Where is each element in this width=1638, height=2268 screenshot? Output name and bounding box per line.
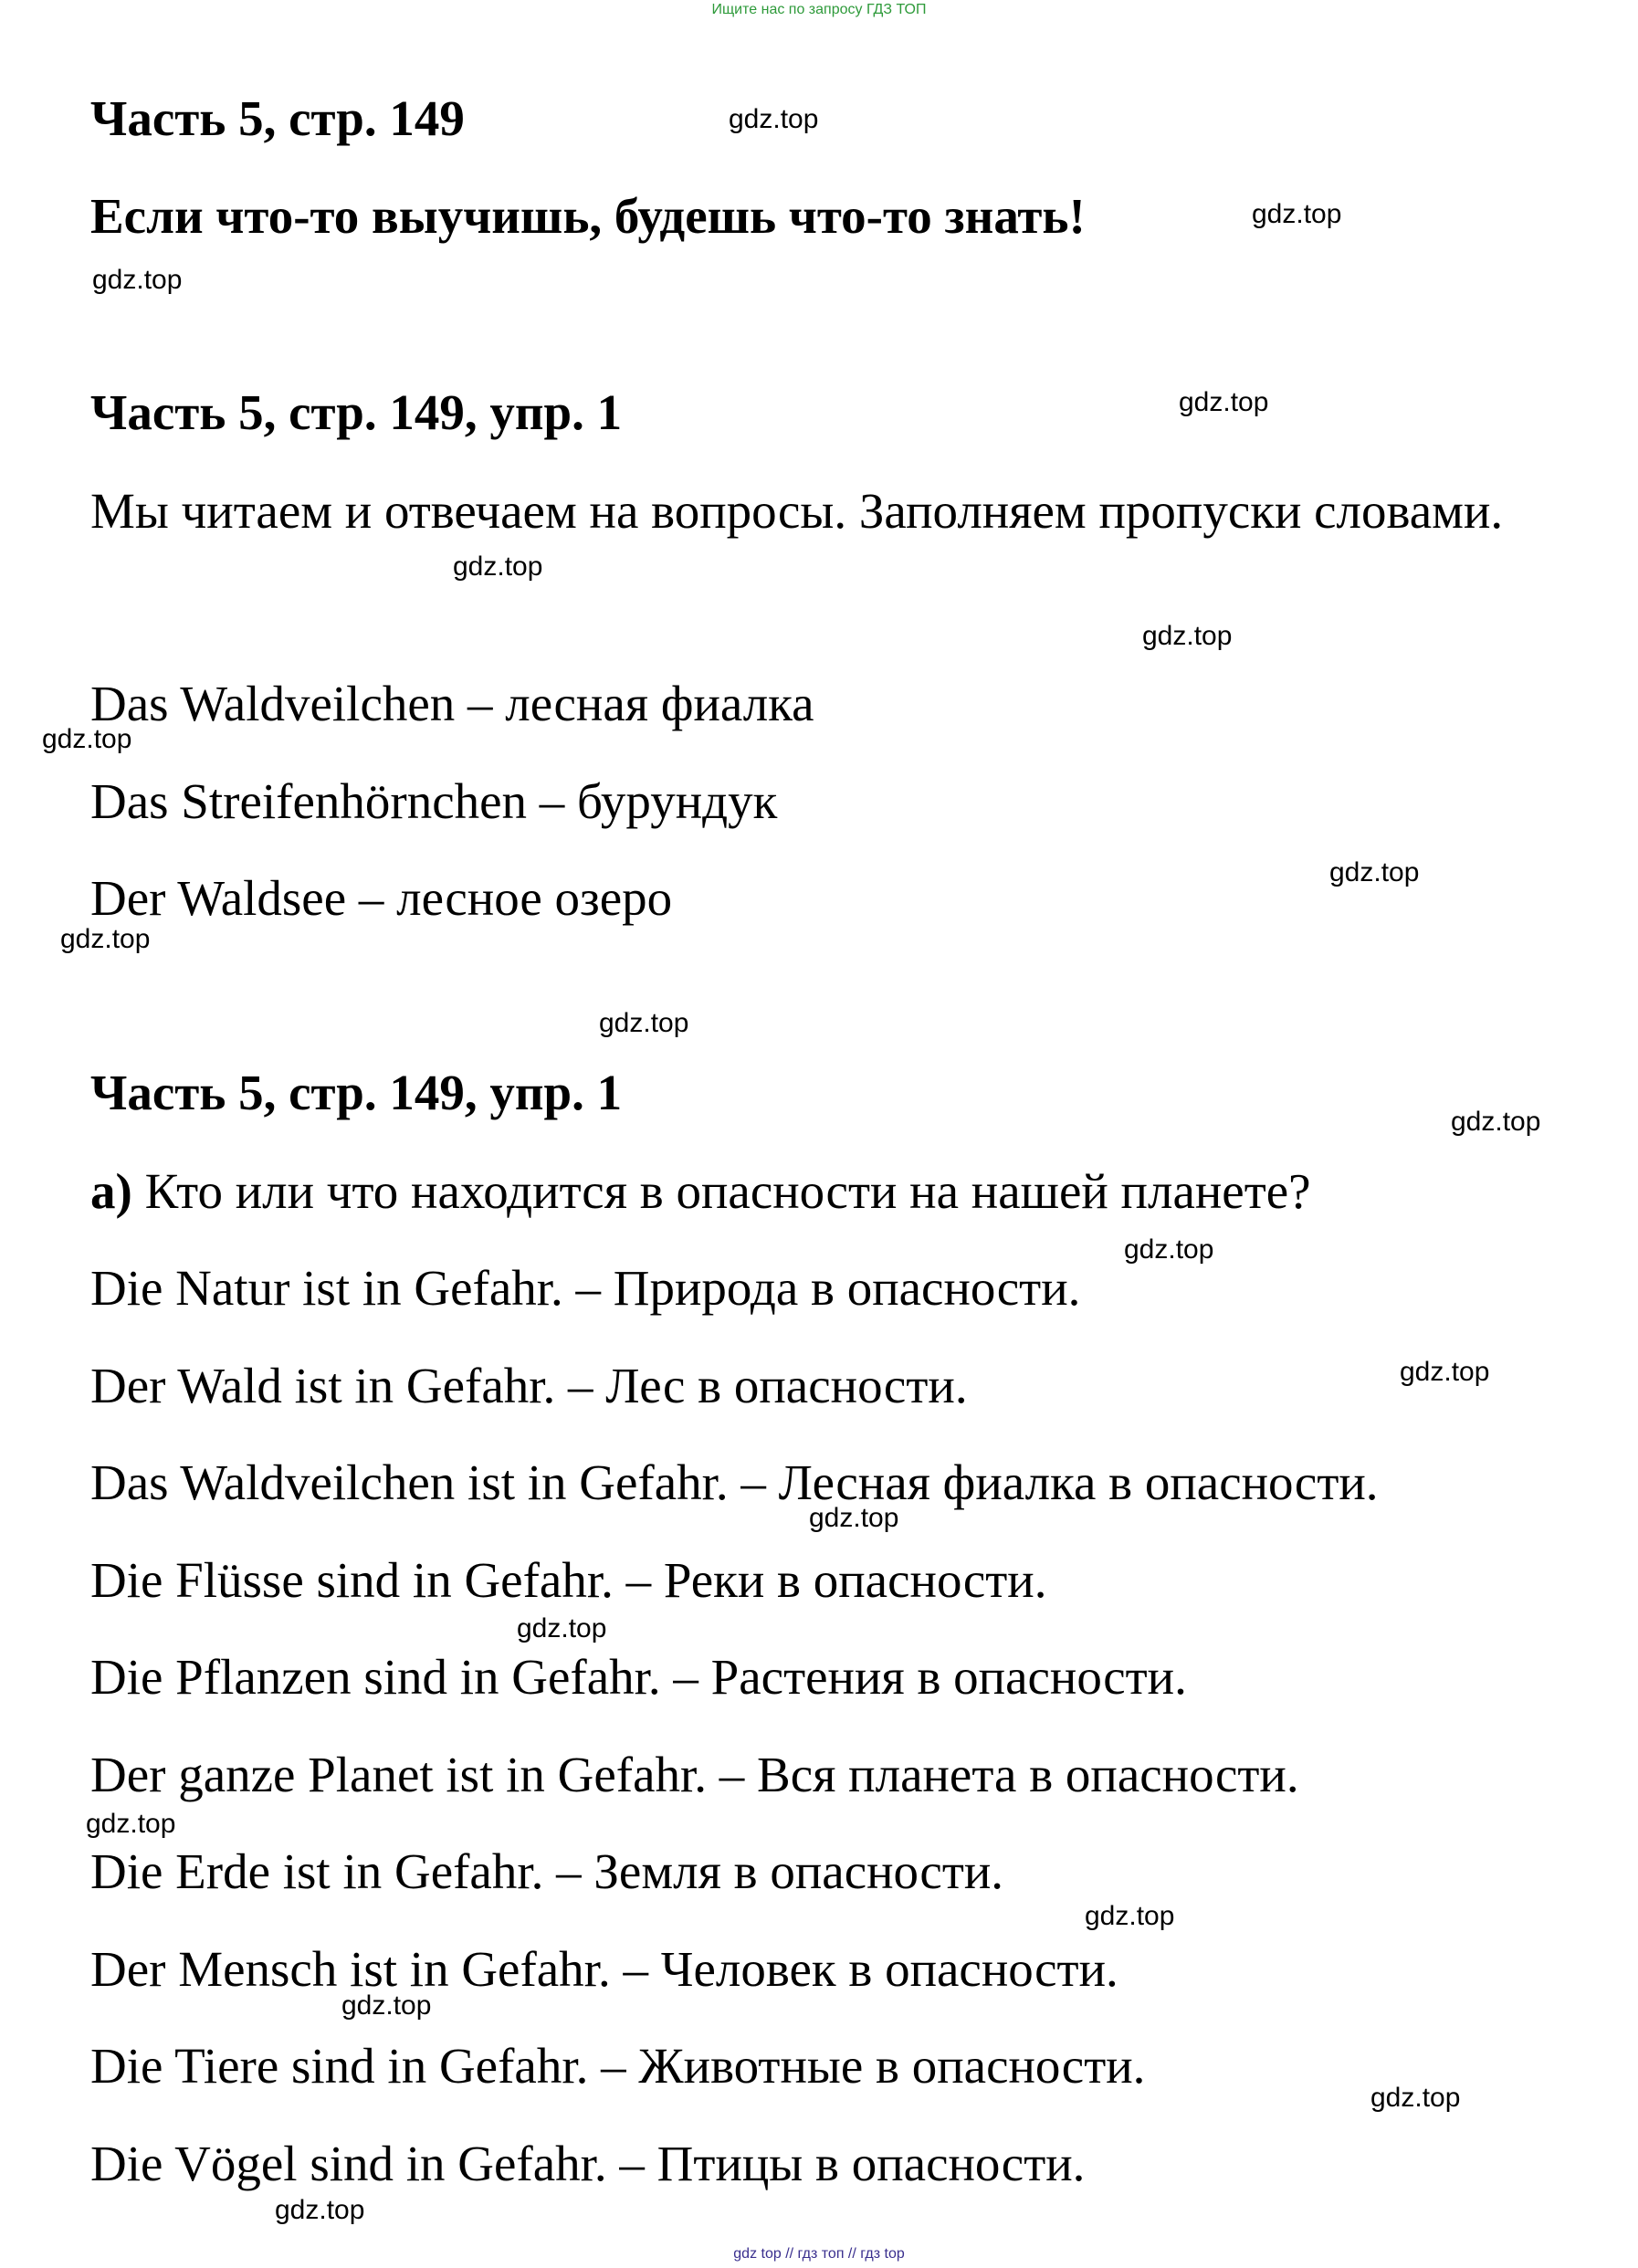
watermark: gdz.top [1400, 1357, 1490, 1387]
bottom-footer: gdz top // гдз топ // гдз top [733, 2246, 905, 2262]
vocab-item: Das Streifenhörnchen – бурундук [90, 773, 778, 829]
answer-line: Der Mensch ist in Gefahr. – Человек в опасности. [90, 1941, 1118, 1997]
vocab-item: Das Waldveilchen – лесная фиалка [90, 676, 814, 731]
watermark: gdz.top [86, 1809, 176, 1839]
watermark: gdz.top [60, 924, 151, 954]
answer-line: Das Waldveilchen ist in Gefahr. – Лесная фиалка в опасности. [90, 1454, 1379, 1510]
watermark: gdz.top [1085, 1901, 1175, 1931]
top-banner: Ищите нас по запросу ГДЗ ТОП [711, 2, 927, 17]
answer-line: Die Natur ist in Gefahr. – Природа в опасности. [90, 1260, 1081, 1316]
watermark: gdz.top [42, 724, 132, 754]
answer-line: Der Wald ist in Gefahr. – Лес в опасности. [90, 1358, 968, 1413]
answer-line: Die Flüsse sind in Gefahr. – Реки в опасности. [90, 1552, 1047, 1608]
answer-line: Die Vögel sind in Gefahr. – Птицы в опасности. [90, 2136, 1086, 2191]
section2-heading: Часть 5, стр. 149, упр. 1 [90, 384, 623, 440]
answer-line: Die Erde ist in Gefahr. – Земля в опасности. [90, 1843, 1004, 1899]
section1-heading: Часть 5, стр. 149 [90, 90, 465, 146]
vocab-item: Der Waldsee – лесное озеро [90, 870, 673, 926]
answer-line: Der ganze Planet ist in Gefahr. – Вся планета в опасности. [90, 1747, 1299, 1802]
answer-line: Die Pflanzen sind in Gefahr. – Растения в опасности. [90, 1649, 1187, 1705]
watermark: gdz.top [341, 1990, 432, 2021]
watermark: gdz.top [1142, 621, 1233, 651]
question-text: Кто или что находится в опасности на нашей планете? [131, 1163, 1311, 1219]
answer-line: Die Tiere sind in Gefahr. – Животные в опасности. [90, 2038, 1146, 2094]
section1-subtitle: Если что-то выучишь, будешь что-то знать! [90, 188, 1086, 244]
watermark: gdz.top [599, 1008, 689, 1038]
watermark: gdz.top [1252, 199, 1342, 229]
instruction-text: Мы читаем и отвечаем на вопросы. Заполняем пропуски словами. [90, 483, 1504, 539]
question [90, 1164, 1311, 1219]
watermark: gdz.top [809, 1503, 899, 1533]
watermark: gdz.top [729, 104, 819, 134]
section3-heading: Часть 5, стр. 149, упр. 1 [90, 1065, 623, 1120]
watermark: gdz.top [1124, 1234, 1214, 1265]
question-label: а) [90, 1163, 132, 1219]
watermark: gdz.top [517, 1613, 607, 1643]
watermark: gdz.top [1179, 387, 1269, 417]
watermark: gdz.top [92, 265, 183, 295]
watermark: gdz.top [275, 2195, 365, 2225]
watermark: gdz.top [1451, 1107, 1541, 1137]
watermark: gdz.top [453, 551, 543, 582]
watermark: gdz.top [1329, 857, 1420, 887]
watermark: gdz.top [1370, 2083, 1461, 2113]
